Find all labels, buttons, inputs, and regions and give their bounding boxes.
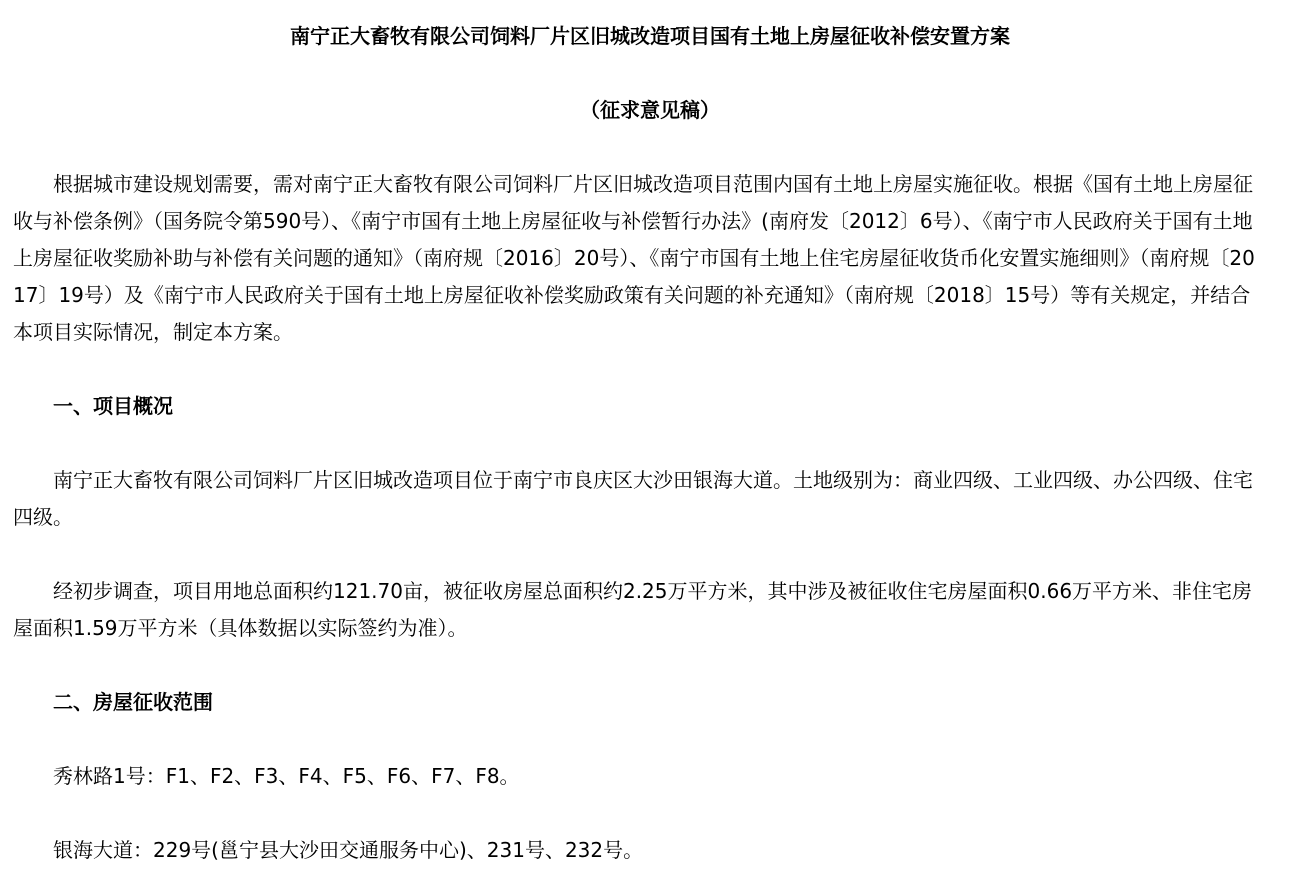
document-title: 南宁正大畜牧有限公司饲料厂片区旧城改造项目国有土地上房屋征收补偿安置方案: [290, 24, 1010, 48]
document-subtitle: （征求意见稿）: [580, 98, 720, 122]
project-location-paragraph: 南宁正大畜牧有限公司饲料厂片区旧城改造项目位于南宁市良庆区大沙田银海大道。土地级别为：商业四级、工业四级、办公四级、住宅四级。: [13, 468, 1253, 529]
section-heading-expropriation-scope: 二、房屋征收范围: [53, 690, 213, 714]
intro-paragraph: 根据城市建设规划需要，需对南宁正大畜牧有限公司饲料厂片区旧城改造项目范围内国有土地上房屋实施征收。根据《国有土地上房屋征收与补偿条例》（国务院令第590号）、《南宁市国有土地上房屋征收与补偿暂行办法》(南府发〔2012〕6号）、《南宁市人民政府关于国有土地上房屋征收奖励补助与补偿有关问题的通知》（南府规〔2016〕20号）、《南宁市国有土地上住宅房屋征收货币化安置实施细则》（南府规〔2017〕19号）及《南宁市人民政府关于国有土地上房屋征收补偿奖励政策有关问题的补充通知》（南府规〔2018〕15号）等有关规定，并结合本项目实际情况，制定本方案。: [13, 172, 1255, 344]
scope-yinhai-avenue-paragraph: 银海大道：229号(邕宁县大沙田交通服务中心)、231号、232号。: [53, 838, 644, 862]
project-area-paragraph: 经初步调查，项目用地总面积约121.70亩，被征收房屋总面积约2.25万平方米，其中涉及被征收住宅房屋面积0.66万平方米、非住宅房屋面积1.59万平方米（具体数据以实际签约为准）。: [13, 579, 1253, 640]
section-heading-project-overview: 一、项目概况: [53, 394, 173, 418]
scope-xiulin-road-paragraph: 秀林路1号：F1、F2、F3、F4、F5、F6、F7、F8。: [53, 764, 520, 788]
